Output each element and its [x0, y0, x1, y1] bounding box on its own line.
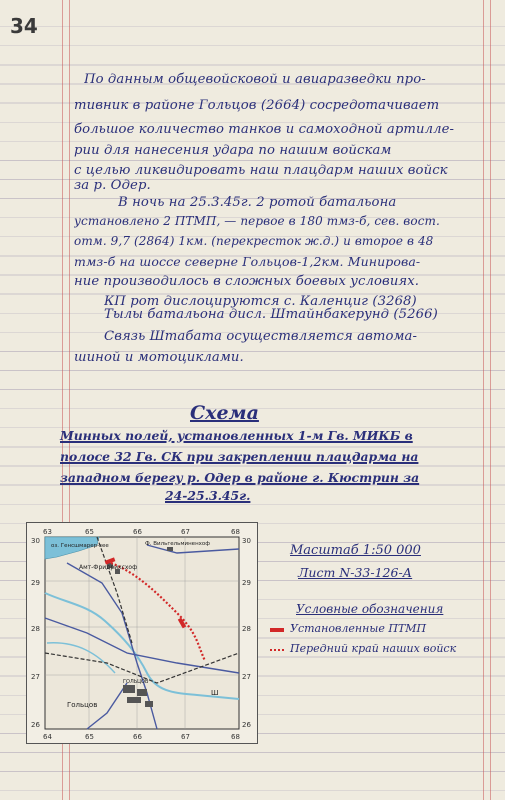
scheme-title: Схема	[190, 402, 259, 424]
paragraph-line: В ночь на 25.3.45г. 2 ротой батальона	[118, 195, 397, 210]
map-tick: 65	[85, 733, 94, 741]
map-tick: 65	[85, 528, 94, 536]
map-tick: 67	[181, 528, 190, 536]
paragraph-line: отм. 9,7 (2864) 1км. (перекресток ж.д.) и второе в 48	[74, 234, 434, 248]
map-graphic	[27, 523, 257, 743]
paragraph-line: Тылы батальона дисл. Штайнбакерунд (5266)	[104, 307, 438, 322]
map-tick: 68	[231, 528, 240, 536]
paragraph-line: тивник в районе Гольцов (2664) сосредотачивает	[74, 98, 440, 113]
map-label-village: Ф. Вильгельминенхоф	[145, 541, 210, 547]
map-sheet: Лист N-33-126-А	[298, 565, 413, 580]
map-tick: 66	[133, 528, 142, 536]
map-tick: 27	[31, 673, 40, 681]
map-label-town: Гольцов	[67, 701, 98, 709]
map-tick: 64	[43, 733, 52, 741]
scheme-subtitle-line: 24-25.3.45г.	[165, 488, 251, 503]
paragraph-line: с целью ликвидировать наш плацдарм наших войск	[74, 163, 448, 178]
map-tick: 26	[31, 721, 40, 729]
legend-item-label: Передний край наших войск	[290, 642, 457, 655]
mine-field-icon	[270, 628, 284, 632]
scheme-subtitle-line: Минных полей, установленных 1-м Гв. МИКБ в	[60, 428, 413, 443]
paragraph-line: тмз-б на шоссе северне Гольцов-1,2км. Минирова-	[74, 254, 421, 269]
paragraph-line: установлено 2 ПТМП, — первое в 180 тмз-б, сев. вост.	[74, 214, 440, 228]
page-number: 34	[10, 14, 38, 38]
front-line-icon	[270, 649, 284, 651]
legend-item-label: Установленные ПТМП	[290, 622, 427, 635]
map-tick: 28	[31, 625, 40, 633]
map-tick: 29	[31, 579, 40, 587]
paragraph-line: шиной и мотоциклами.	[74, 350, 244, 365]
paragraph-line: КП рот дислоцируются с. Каленциг (3268)	[104, 294, 417, 309]
map-tick: 29	[242, 579, 251, 587]
map-tick: 66	[133, 733, 142, 741]
legend-title: Условные обозначения	[296, 602, 444, 616]
map-label-village: Амт-Фридрихсхоф	[79, 564, 138, 571]
paragraph-line: По данным общевойсковой и авиаразведки про-	[84, 72, 426, 87]
map-tick: 26	[242, 721, 251, 729]
map-tick: 67	[181, 733, 190, 741]
paragraph-line: за р. Одер.	[74, 178, 151, 193]
scheme-subtitle-line: западном берегу р. Одер в районе г. Кюстрин за	[60, 470, 420, 485]
paragraph-line: Связь Штабата осуществляется автома-	[104, 329, 418, 344]
map-tick: 30	[31, 537, 40, 545]
map-tick: 63	[43, 528, 52, 536]
map-label-lake: оз. Генсшмарер-зее	[51, 543, 109, 549]
map-tick: 30	[242, 537, 251, 545]
paragraph-line: большое количество танков и самоходной артилле-	[74, 122, 455, 137]
map-label-corner: Ш	[211, 689, 219, 697]
map-label-town: ГОЛЬЦОВ	[123, 679, 149, 685]
map-tick: 68	[231, 733, 240, 741]
map-scheme	[26, 522, 258, 744]
map-tick: 27	[242, 673, 251, 681]
scheme-subtitle-line: полосе 32 Гв. СК при закреплении плацдарма на	[60, 449, 419, 464]
map-scale: Масштаб 1:50 000	[290, 543, 421, 558]
map-tick: 28	[242, 625, 251, 633]
paragraph-line: рии для нанесения удара по нашим войскам	[74, 143, 392, 158]
legend-item	[266, 642, 496, 658]
paragraph-line: ние производилось в сложных боевых условиях.	[74, 274, 420, 289]
legend-item	[266, 622, 496, 638]
